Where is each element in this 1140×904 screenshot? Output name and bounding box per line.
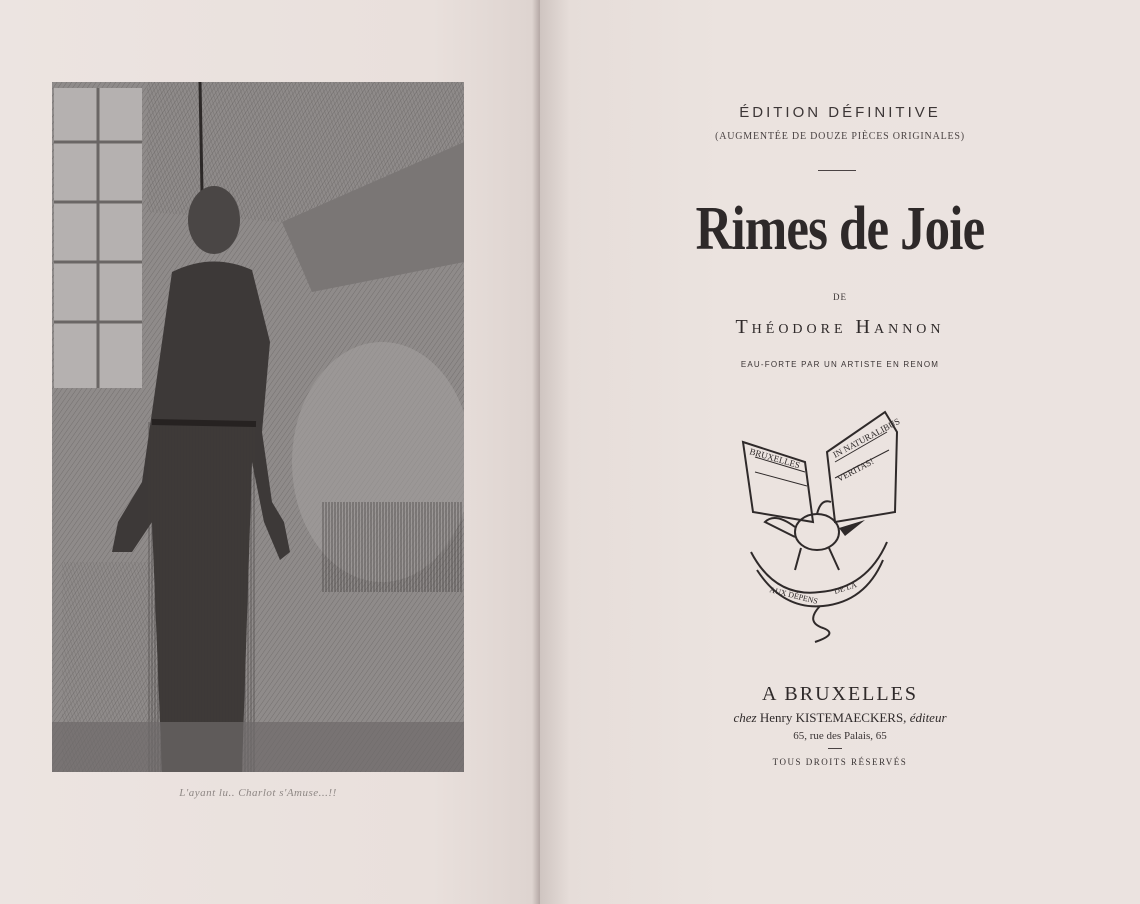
publisher-prefix: chez — [733, 710, 757, 725]
rights-notice: TOUS DROITS RÉSERVÉS — [772, 757, 908, 767]
divider-rule — [818, 170, 856, 171]
left-page — [0, 0, 540, 904]
illustration-caption: L'ayant lu.. Charlot s'Amuse...!! — [179, 787, 337, 799]
etching-note: EAU-FORTE PAR UN ARTISTE EN RENOM — [740, 360, 940, 369]
augmentation-note: (AUGMENTÉE DE DOUZE PIÈCES ORIGINALES) — [715, 131, 965, 142]
publication-city: A BRUXELLES — [762, 683, 918, 705]
svg-text:BRUXELLES: BRUXELLES — [748, 446, 802, 471]
publisher-address: 65, rue des Palais, 65 — [793, 730, 887, 742]
publisher-line — [540, 710, 1140, 726]
svg-text:AUX DÉPENS: AUX DÉPENS — [768, 585, 819, 606]
author-name: Théodore Hannon — [735, 316, 945, 338]
small-rule — [828, 748, 842, 749]
svg-text:DE LA: DE LA — [832, 580, 858, 596]
edition-heading: ÉDITION DÉFINITIVE — [739, 104, 941, 121]
by-label: DE — [833, 292, 847, 302]
svg-text:VERITAS!: VERITAS! — [835, 456, 876, 484]
svg-text:IN NATURALIBUS: IN NATURALIBUS — [831, 416, 902, 460]
publisher-role: éditeur — [909, 710, 947, 725]
etching-illustration — [52, 82, 464, 772]
hanged-figure-etching — [52, 82, 464, 772]
publisher-emblem — [735, 402, 905, 644]
publisher-name: Henry KISTEMAECKERS, — [759, 710, 907, 725]
book-title: Rimes de Joie — [695, 195, 985, 263]
title-page — [540, 0, 1140, 904]
